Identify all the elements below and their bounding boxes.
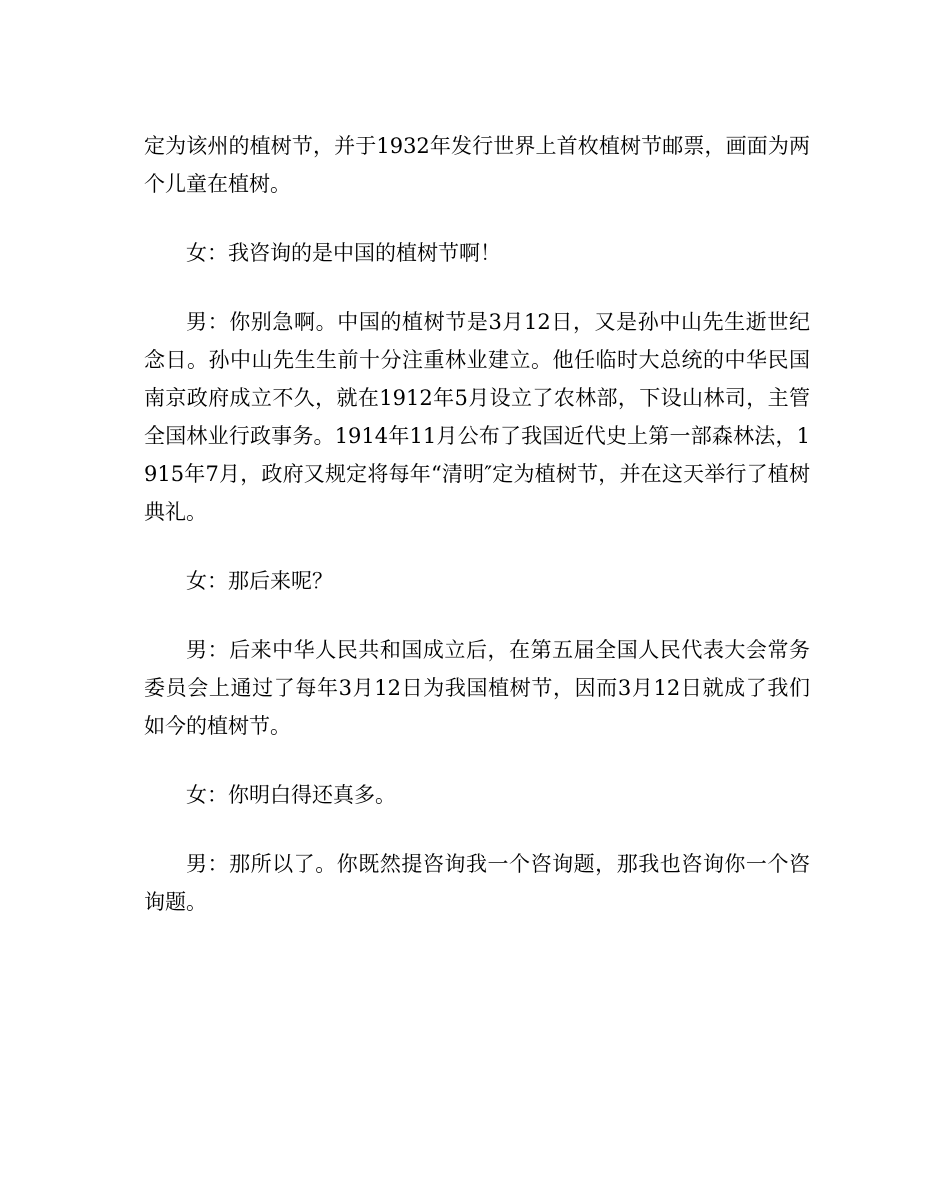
paragraph-dialogue: 女：你明白得还真多。 [186,783,396,807]
paragraph-dialogue: 男：后来中华人民共和国成立后，在第五届全国人民代表大会常务委员会上通过了每年3月12日为我国植树节，因而3月12日就成了我们如今的植树节。 [144,638,810,738]
paragraph-continuation: 定为该州的植树节，并于1932年发行世界上首枚植树节邮票，画面为两个儿童在植树。 [144,134,810,196]
paragraph-dialogue: 女：我咨询的是中国的植树节啊！ [186,241,501,265]
paragraph-dialogue: 男：那所以了。你既然提咨询我一个咨询题，那我也咨询你一个咨询题。 [144,852,810,914]
paragraph-dialogue: 男：你别急啊。中国的植树节是3月12日，又是孙中山先生逝世纪念日。孙中山先生生前十分注重林业建立。他任临时大总统的中华民国南京政府成立不久，就在1912年5月设立了农林部，下设山林司，主管全国林业行政事务。1914年11月公布了我国近代史上第一部森林法，1915年7月，政府又规定将每年“清明″定为植树节，并在这天举行了植树典礼。 [144,310,810,524]
paragraph-dialogue: 女：那后来呢？ [186,569,333,593]
document-body [144,127,810,952]
